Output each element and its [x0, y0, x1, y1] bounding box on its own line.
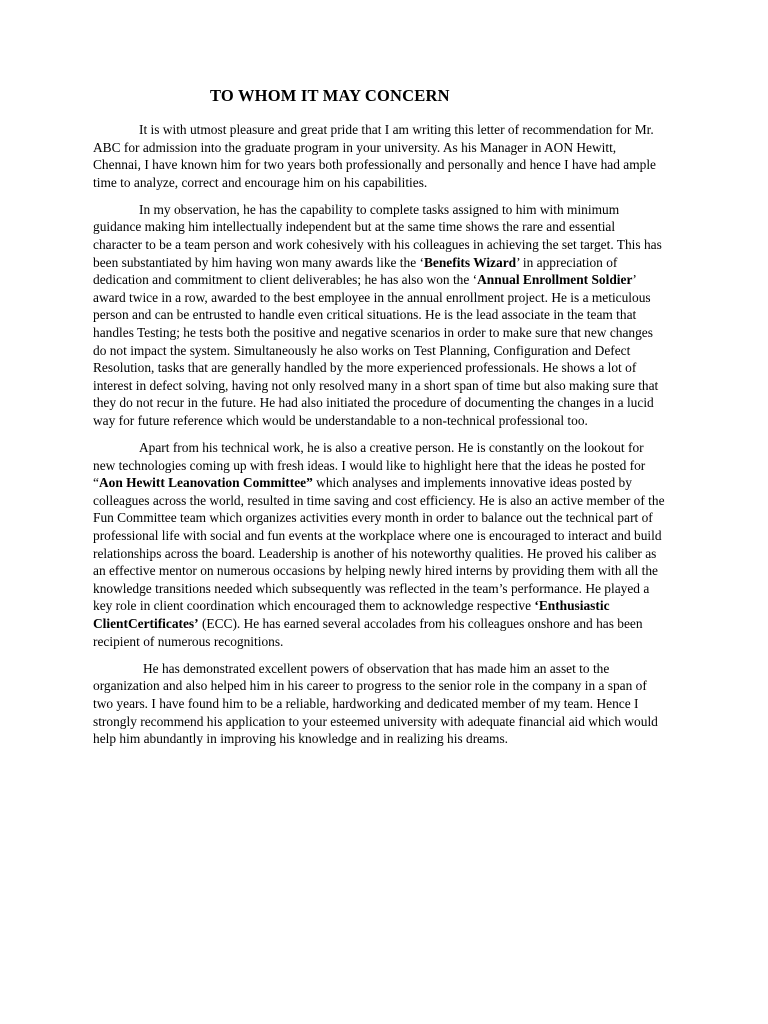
text-line: organization and also helped him in his career to progress to the senior role in the company in a span of [93, 678, 647, 694]
text-span: which analyses and implements innovative ideas posted by [312, 475, 632, 491]
text-line [93, 201, 705, 219]
text-line: two years. I have found him to be a reliable, hardworking and dedicated member of my team. Hence I [93, 695, 639, 711]
text-span: Apart from his technical work, he is also a creative person. He is constantly on the lookout for [139, 440, 644, 456]
text-line [93, 121, 705, 139]
text-line: ABC for admission into the graduate program in your university. As his Manager in AON Hewitt, [93, 139, 617, 155]
paragraph-creativity [93, 439, 705, 650]
text-line: help him abundantly in improving his knowledge and in realizing his dreams. [93, 731, 509, 747]
text-line: do not impact the system. Simultaneously he also works on Test Planning, Configuration and Defect [93, 342, 631, 358]
text-line: Fun Committee team which organizes activities every month in order to balance out the technical part of [93, 510, 653, 526]
committee-name: Aon Hewitt Leanovation Committee” [98, 475, 313, 491]
paragraph-conclusion [93, 660, 705, 748]
text-line: character to be a team person and work cohesively with his colleagues in achieving the set target. This has [93, 237, 662, 253]
text-line: Resolution, tasks that are generally handled by the more experienced professionals. He shows a lot of [93, 360, 637, 376]
text-span: He has demonstrated excellent powers of observation that has made him an asset to the [143, 660, 610, 676]
paragraph-observation [93, 201, 705, 430]
text-line: person and can be entrusted to handle even critical situations. He is the lead associate in the team that [93, 307, 637, 323]
text-span: dedication and commitment to client deliverables; he has also won the ‘ [93, 272, 478, 288]
text-line: guidance making him intellectually independent but at the same time shows the rare and essential [93, 219, 616, 235]
paragraph-intro [93, 121, 705, 191]
text-span: In my observation, he has the capability to complete tasks assigned to him with minimum [139, 201, 620, 217]
text-line: time to analyze, correct and encourage him on his capabilities. [93, 174, 428, 190]
text-span: ’ in appreciation of [516, 254, 618, 270]
award-enthusiastic: ‘Enthusiastic [534, 598, 610, 614]
text-line [93, 254, 705, 272]
text-span: “ [93, 475, 99, 491]
text-line: relationships across the board. Leadership is another of his noteworthy qualities. He proved his caliber as [93, 545, 657, 561]
text-line [93, 597, 705, 615]
text-line [93, 271, 705, 289]
text-line: strongly recommend his application to your esteemed university with adequate financial aid which would [93, 713, 658, 729]
text-line: colleagues across the world, resulted in time saving and cost efficiency. He is also an active member of the [93, 492, 665, 508]
text-line: knowledge transitions needed which subsequently was reflected in the team’s performance. He played a [93, 580, 650, 596]
text-span: It is with utmost pleasure and great pride that I am writing this letter of recommendation for Mr. [139, 122, 654, 137]
text-line [93, 439, 705, 457]
text-span: (ECC). He has earned several accolades from his colleagues onshore and has been [198, 616, 643, 632]
text-line: they do not recur in the future. He had also initiated the procedure of documenting the changes in a lucid [93, 395, 654, 411]
text-line: new technologies coming up with fresh ideas. I would like to highlight here that the ideas he posted for [93, 457, 646, 473]
text-span: been substantiated by him having won many awards like the ‘ [93, 254, 424, 270]
text-line: way for future reference which would be understandable to a non-technical professional too. [93, 413, 588, 428]
award-client-certificates: ClientCertificates’ [93, 616, 199, 632]
text-span: ’ [632, 272, 637, 288]
text-line [93, 615, 705, 633]
text-span: key role in client coordination which encouraged them to acknowledge respective [93, 598, 535, 614]
letter-title: TO WHOM IT MAY CONCERN [210, 86, 450, 105]
text-line [93, 474, 705, 492]
text-line: award twice in a row, awarded to the best employee in the annual enrollment project. He is a meticulous [93, 289, 651, 305]
text-line: an effective mentor on numerous occasions by helping newly hired interns by providing them with all the [93, 563, 659, 579]
award-annual-enrollment-soldier: Annual Enrollment Soldier [477, 272, 633, 288]
letter-body [93, 121, 705, 757]
text-line: professional life with social and fun events at the workplace where one is encouraged to interact and build [93, 528, 662, 544]
award-benefits-wizard: Benefits Wizard [423, 254, 517, 270]
text-line: interest in defect solving, having not only resolved many in a short span of time but also making sure that [93, 377, 659, 393]
text-line: handles Testing; he tests both the positive and negative scenarios in order to make sure that new changes [93, 325, 653, 341]
text-line: Chennai, I have known him for two years both professionally and personally and hence I have had ample [93, 157, 656, 173]
text-line: recipient of numerous recognitions. [93, 633, 284, 649]
text-line [93, 660, 705, 678]
